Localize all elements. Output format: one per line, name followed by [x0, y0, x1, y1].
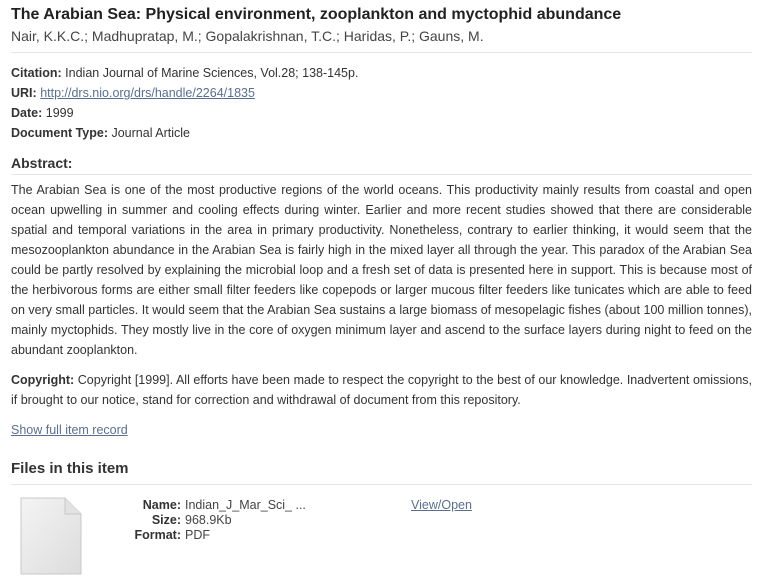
citation-value: Indian Journal of Marine Sciences, Vol.28; 138-145p. [65, 66, 359, 80]
files-heading: Files in this item [11, 460, 129, 477]
file-name-row [111, 498, 306, 513]
file-name-label: Name: [142, 498, 181, 512]
file-icon[interactable] [20, 497, 82, 575]
abstract-text: The Arabian Sea is one of the most productive regions of the world oceans. This productivity mainly results from coastal and open ocean upwelling in summer and cooling effects during winter. Earlier and more recent studies showed that there are considerable spatial and temporal variations in the area in primary productivity. Nonetheless, contrary to earlier thinking, it would seem that the mesozooplankton abundance in the Arabian Sea is fairly high in the mixed layer all through the year. This paradox of the Arabian Sea could be partly resolved by explaining the microbial loop and a fresh set of data is presented here in support. This is because most of the herbivorous forms are either small filter feeders like copepods or larger mucous filter feeders like tunicates which are able to feed on very small particles. It would seem that the Arabian Sea sustains a large biomass of mesopelagic fishes (about 100 million tonnes), mainly myctophids. They mostly live in the core of oxygen minimum layer and ascend to the surface layers during night to feed on the abundant zooplankton. [11, 183, 752, 357]
doctype-value: Journal Article [111, 126, 190, 140]
date-label: Date: [11, 106, 43, 120]
view-open-link[interactable]: View/Open [411, 498, 472, 512]
uri-label: URI: [11, 86, 37, 100]
file-format-value: PDF [185, 528, 210, 542]
file-item [11, 495, 752, 580]
divider [11, 174, 752, 175]
item-page [11, 5, 752, 580]
show-full-record-link[interactable]: Show full item record [11, 423, 128, 437]
file-format-label: Format: [134, 528, 181, 542]
divider [11, 484, 752, 485]
abstract-heading: Abstract: [11, 155, 73, 171]
file-format-row [111, 528, 306, 543]
file-size-label: Size: [151, 513, 181, 527]
item-authors: Nair, K.K.C.; Madhupratap, M.; Gopalakrishnan, T.C.; Haridas, P.; Gauns, M. [11, 28, 484, 44]
file-metadata [111, 498, 306, 543]
file-name-value: Indian_J_Mar_Sci_ ... [185, 498, 306, 512]
uri-link[interactable]: http://drs.nio.org/drs/handle/2264/1835 [40, 86, 255, 100]
file-size-value: 968.9Kb [185, 513, 232, 527]
copyright-text: Copyright [1999]. All efforts have been made to respect the copyright to the best of our knowledge. Inadvertent omissions, if brought to our notice, stand for correction and withdrawal of document from this repository. [11, 373, 752, 407]
item-metadata [11, 63, 752, 143]
citation-label: Citation: [11, 66, 62, 80]
file-size-row [111, 513, 306, 528]
divider [11, 52, 752, 53]
doctype-row [11, 123, 752, 143]
item-title: The Arabian Sea: Physical environment, zooplankton and myctophid abundance [11, 6, 622, 23]
citation-row [11, 63, 752, 83]
doctype-label: Document Type: [11, 126, 108, 140]
date-row [11, 103, 752, 123]
copyright-block [11, 370, 752, 410]
uri-row [11, 83, 752, 103]
copyright-label: Copyright: [11, 373, 75, 387]
date-value: 1999 [45, 106, 74, 120]
